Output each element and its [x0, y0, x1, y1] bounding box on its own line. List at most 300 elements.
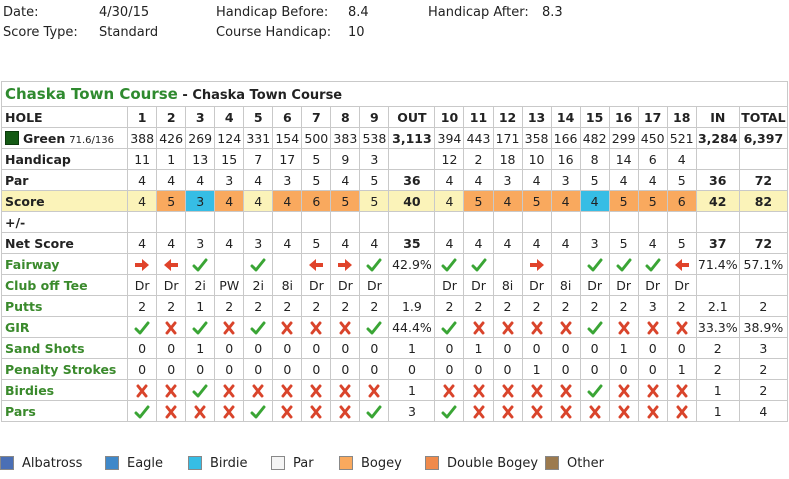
par-cell: 4	[186, 170, 215, 191]
fairway-cell: 57.1%	[739, 254, 787, 275]
right-arrow-icon	[529, 258, 545, 272]
plus-minus-cell	[128, 212, 157, 233]
score-cell: 4	[128, 191, 157, 212]
net-score-cell: 3	[244, 233, 273, 254]
legend-item	[271, 456, 314, 471]
plus-minus-cell	[638, 212, 667, 233]
hole-number: 18	[667, 107, 696, 128]
net-score-cell: 4	[215, 233, 244, 254]
yardage-cell: 171	[493, 128, 522, 149]
yardage-cell: 443	[464, 128, 493, 149]
cell-check	[186, 317, 215, 338]
par-cell: 4	[609, 170, 638, 191]
yardage-cell: 154	[273, 128, 302, 149]
check-icon	[645, 258, 661, 272]
par-cell: 4	[522, 170, 551, 191]
fairway-row	[2, 254, 788, 275]
putts-cell: 2	[580, 296, 609, 317]
check-icon	[192, 384, 208, 398]
putts-cell: 1.9	[389, 296, 435, 317]
cell-x	[522, 401, 551, 422]
cell-x	[609, 380, 638, 401]
hole-number: 11	[464, 107, 493, 128]
par-cell: 3	[215, 170, 244, 191]
score-cell: 5	[157, 191, 186, 212]
row-label: Club off Tee	[2, 275, 128, 296]
par-cell: 3	[551, 170, 580, 191]
row-label: Score	[2, 191, 128, 212]
plus-minus-cell	[609, 212, 638, 233]
yardage-cell: 3,284	[696, 128, 739, 149]
par-cell: 4	[435, 170, 464, 191]
par-cell: 4	[157, 170, 186, 191]
fairway-cell	[273, 254, 302, 275]
row-label: Birdies	[2, 380, 128, 401]
gir-row	[2, 317, 788, 338]
club-cell: 8i	[551, 275, 580, 296]
cell-check	[360, 401, 389, 422]
handicap-after-value: 8.3	[542, 5, 563, 20]
row-label: Pars	[2, 401, 128, 422]
yardage-row	[2, 128, 788, 149]
club-cell	[739, 275, 787, 296]
net-score-cell: 4	[157, 233, 186, 254]
x-icon	[221, 321, 237, 335]
x-icon	[529, 321, 545, 335]
x-icon	[616, 405, 632, 419]
putts-cell: 2	[215, 296, 244, 317]
row-label: GIR	[2, 317, 128, 338]
pars-row	[2, 401, 788, 422]
score-cell: 5	[464, 191, 493, 212]
club-cell: Dr	[302, 275, 331, 296]
row-label: Fairway	[2, 254, 128, 275]
x-icon	[587, 405, 603, 419]
tee-label-cell	[2, 128, 128, 149]
x-icon	[192, 405, 208, 419]
club-cell	[696, 275, 739, 296]
penalty-cell: 0	[389, 359, 435, 380]
plus-minus-cell	[273, 212, 302, 233]
plus-minus-cell	[186, 212, 215, 233]
club-cell: Dr	[360, 275, 389, 296]
tee-color-swatch	[5, 131, 19, 145]
net-score-cell: 5	[609, 233, 638, 254]
hole-number: 12	[493, 107, 522, 128]
putts-cell: 2.1	[696, 296, 739, 317]
yardage-cell: 538	[360, 128, 389, 149]
handicap-cell: 5	[302, 149, 331, 170]
check-icon	[587, 321, 603, 335]
birdies-cell: 1	[696, 380, 739, 401]
x-icon	[471, 384, 487, 398]
club-cell: Dr	[331, 275, 360, 296]
cell-x	[638, 317, 667, 338]
putts-cell: 2	[609, 296, 638, 317]
handicap-cell: 18	[493, 149, 522, 170]
penalty-cell: 0	[638, 359, 667, 380]
course-name: Chaska Town Course	[5, 85, 178, 103]
check-icon	[366, 405, 382, 419]
legend-label: Bogey	[361, 456, 402, 471]
sand-shots-cell: 0	[493, 338, 522, 359]
par-cell: 36	[389, 170, 435, 191]
x-icon	[674, 405, 690, 419]
putts-cell: 2	[522, 296, 551, 317]
net-score-cell: 4	[551, 233, 580, 254]
pars-cell: 4	[739, 401, 787, 422]
x-icon	[471, 321, 487, 335]
score-cell: 4	[580, 191, 609, 212]
putts-cell: 2	[464, 296, 493, 317]
plus-minus-cell	[389, 212, 435, 233]
x-icon	[134, 384, 150, 398]
score-cell: 5	[522, 191, 551, 212]
tee-name: Green	[23, 130, 66, 146]
legend-swatch	[339, 456, 353, 470]
course-subname: Chaska Town Course	[192, 88, 343, 103]
legend-swatch	[0, 456, 14, 470]
cell-x	[493, 401, 522, 422]
cell-check	[609, 254, 638, 275]
plus-minus-cell	[435, 212, 464, 233]
par-cell: 3	[273, 170, 302, 191]
penalty-cell: 0	[215, 359, 244, 380]
score-cell: 6	[667, 191, 696, 212]
yardage-cell: 450	[638, 128, 667, 149]
sand-shots-row	[2, 338, 788, 359]
check-icon	[441, 321, 457, 335]
legend-swatch	[188, 456, 202, 470]
check-icon	[366, 321, 382, 335]
cell-x	[522, 317, 551, 338]
date-value: 4/30/15	[99, 5, 150, 20]
penalty-cell: 0	[360, 359, 389, 380]
x-icon	[250, 384, 266, 398]
check-icon	[250, 321, 266, 335]
birdies-cell: 2	[739, 380, 787, 401]
putts-cell: 2	[551, 296, 580, 317]
hole-number: 9	[360, 107, 389, 128]
handicap-cell: 11	[128, 149, 157, 170]
plus-minus-cell	[522, 212, 551, 233]
cell-x	[609, 317, 638, 338]
row-label: Sand Shots	[2, 338, 128, 359]
legend-label: Albatross	[22, 456, 83, 471]
yardage-cell: 124	[215, 128, 244, 149]
yardage-cell: 331	[244, 128, 273, 149]
x-icon	[441, 384, 457, 398]
sand-shots-cell: 0	[273, 338, 302, 359]
x-icon	[163, 384, 179, 398]
penalty-cell: 1	[667, 359, 696, 380]
cell-x	[215, 401, 244, 422]
putts-cell: 2	[273, 296, 302, 317]
hole-number: TOTAL	[739, 107, 787, 128]
cell-x	[551, 401, 580, 422]
x-icon	[558, 321, 574, 335]
penalty-cell: 0	[580, 359, 609, 380]
cell-x	[493, 380, 522, 401]
club-cell: 2i	[244, 275, 273, 296]
legend-label: Par	[293, 456, 314, 471]
check-icon	[441, 258, 457, 272]
penalty-cell: 2	[696, 359, 739, 380]
x-icon	[163, 321, 179, 335]
hole-number: 5	[244, 107, 273, 128]
club-cell: Dr	[435, 275, 464, 296]
handicap-cell	[696, 149, 739, 170]
x-icon	[529, 384, 545, 398]
handicap-row	[2, 149, 788, 170]
putts-cell: 2	[360, 296, 389, 317]
hole-number: 16	[609, 107, 638, 128]
putts-cell: 1	[186, 296, 215, 317]
net-score-cell: 4	[128, 233, 157, 254]
cell-x	[667, 317, 696, 338]
birdies-cell: 1	[389, 380, 435, 401]
sand-shots-cell: 1	[389, 338, 435, 359]
cell-x	[302, 380, 331, 401]
cell-x	[157, 380, 186, 401]
cell-x	[580, 401, 609, 422]
hole-label: HOLE	[2, 107, 128, 128]
cell-left-arrow	[157, 254, 186, 275]
check-icon	[250, 405, 266, 419]
cell-x	[464, 401, 493, 422]
score-cell: 4	[493, 191, 522, 212]
sand-shots-cell: 3	[739, 338, 787, 359]
sand-shots-cell: 0	[522, 338, 551, 359]
score-cell: 6	[302, 191, 331, 212]
check-icon	[250, 258, 266, 272]
cell-x	[522, 380, 551, 401]
cell-check	[435, 317, 464, 338]
legend-item	[339, 456, 402, 471]
cell-left-arrow	[667, 254, 696, 275]
putts-cell: 2	[302, 296, 331, 317]
cell-x	[435, 380, 464, 401]
score-cell: 42	[696, 191, 739, 212]
putts-cell: 2	[667, 296, 696, 317]
plus-minus-cell	[551, 212, 580, 233]
penalty-cell: 2	[739, 359, 787, 380]
fairway-cell	[215, 254, 244, 275]
sand-shots-cell: 0	[244, 338, 273, 359]
hole-header-row	[2, 107, 788, 128]
cell-x	[638, 401, 667, 422]
putts-cell: 3	[638, 296, 667, 317]
x-icon	[558, 405, 574, 419]
plus-minus-cell	[215, 212, 244, 233]
sand-shots-cell: 0	[360, 338, 389, 359]
fairway-cell: 42.9%	[389, 254, 435, 275]
cell-check	[638, 254, 667, 275]
net-score-cell: 3	[580, 233, 609, 254]
row-label: Handicap	[2, 149, 128, 170]
par-row	[2, 170, 788, 191]
cell-x	[215, 317, 244, 338]
club-cell: Dr	[522, 275, 551, 296]
score-row	[2, 191, 788, 212]
handicap-cell: 7	[244, 149, 273, 170]
cell-x	[215, 380, 244, 401]
cell-check	[128, 401, 157, 422]
par-cell: 4	[244, 170, 273, 191]
plus-minus-cell	[696, 212, 739, 233]
net-score-cell: 37	[696, 233, 739, 254]
x-icon	[558, 384, 574, 398]
x-icon	[337, 321, 353, 335]
x-icon	[645, 321, 661, 335]
cell-x	[331, 380, 360, 401]
x-icon	[500, 405, 516, 419]
cell-x	[638, 380, 667, 401]
cell-x	[128, 380, 157, 401]
plus-minus-cell	[667, 212, 696, 233]
penalty-cell: 0	[273, 359, 302, 380]
hole-number: 2	[157, 107, 186, 128]
sand-shots-cell: 1	[464, 338, 493, 359]
scorecard-table	[1, 81, 788, 422]
x-icon	[308, 384, 324, 398]
x-icon	[500, 384, 516, 398]
handicap-before-label: Handicap Before:	[216, 5, 329, 20]
handicap-cell: 16	[551, 149, 580, 170]
cell-right-arrow	[331, 254, 360, 275]
handicap-cell: 6	[638, 149, 667, 170]
par-cell: 4	[128, 170, 157, 191]
putts-cell: 2	[739, 296, 787, 317]
score-cell: 5	[360, 191, 389, 212]
row-label: Putts	[2, 296, 128, 317]
row-label: Penalty Strokes	[2, 359, 128, 380]
yardage-cell: 3,113	[389, 128, 435, 149]
x-icon	[279, 405, 295, 419]
sand-shots-cell: 0	[215, 338, 244, 359]
putts-cell: 2	[244, 296, 273, 317]
cell-check	[360, 254, 389, 275]
pars-cell: 1	[696, 401, 739, 422]
x-icon	[366, 384, 382, 398]
net-score-cell: 4	[273, 233, 302, 254]
legend-item	[105, 456, 163, 471]
cell-x	[360, 380, 389, 401]
penalty-cell: 0	[435, 359, 464, 380]
cell-x	[302, 317, 331, 338]
x-icon	[279, 384, 295, 398]
hole-number: 4	[215, 107, 244, 128]
sand-shots-cell: 0	[128, 338, 157, 359]
par-cell: 5	[580, 170, 609, 191]
putts-cell: 2	[157, 296, 186, 317]
cell-x	[331, 401, 360, 422]
handicap-cell: 9	[331, 149, 360, 170]
legend-swatch	[271, 456, 285, 470]
net-score-cell: 4	[464, 233, 493, 254]
x-icon	[616, 384, 632, 398]
legend-label: Double Bogey	[447, 456, 539, 471]
cell-check	[244, 401, 273, 422]
cell-check	[464, 254, 493, 275]
par-cell: 5	[302, 170, 331, 191]
par-cell: 5	[667, 170, 696, 191]
par-cell: 5	[360, 170, 389, 191]
handicap-cell: 2	[464, 149, 493, 170]
hole-number: 8	[331, 107, 360, 128]
cell-x	[464, 317, 493, 338]
yardage-cell: 6,397	[739, 128, 787, 149]
pars-cell: 3	[389, 401, 435, 422]
yardage-cell: 166	[551, 128, 580, 149]
handicap-cell: 4	[667, 149, 696, 170]
x-icon	[529, 405, 545, 419]
check-icon	[366, 258, 382, 272]
yardage-cell: 383	[331, 128, 360, 149]
penalty-cell: 0	[464, 359, 493, 380]
plus-minus-cell	[464, 212, 493, 233]
net-score-cell: 72	[739, 233, 787, 254]
fairway-cell: 71.4%	[696, 254, 739, 275]
tee-rating: 71.6/136	[69, 134, 115, 146]
par-cell: 36	[696, 170, 739, 191]
hole-number: 14	[551, 107, 580, 128]
x-icon	[645, 384, 661, 398]
score-type-label: Score Type:	[3, 25, 78, 40]
plus-minus-cell	[493, 212, 522, 233]
net-score-cell: 3	[186, 233, 215, 254]
hole-number: 6	[273, 107, 302, 128]
x-icon	[308, 321, 324, 335]
hole-number: 10	[435, 107, 464, 128]
sand-shots-cell: 0	[331, 338, 360, 359]
check-icon	[192, 321, 208, 335]
gir-cell: 44.4%	[389, 317, 435, 338]
cell-x	[493, 317, 522, 338]
handicap-cell	[389, 149, 435, 170]
check-icon	[192, 258, 208, 272]
score-cell: 40	[389, 191, 435, 212]
net-score-cell: 4	[638, 233, 667, 254]
hole-number: 15	[580, 107, 609, 128]
penalty-cell: 0	[331, 359, 360, 380]
row-label: +/-	[2, 212, 128, 233]
par-cell: 3	[493, 170, 522, 191]
x-icon	[645, 405, 661, 419]
penalty-cell: 0	[551, 359, 580, 380]
putts-cell: 2	[331, 296, 360, 317]
handicap-cell: 13	[186, 149, 215, 170]
cell-left-arrow	[302, 254, 331, 275]
row-label: Par	[2, 170, 128, 191]
legend-swatch	[105, 456, 119, 470]
course-handicap-label: Course Handicap:	[216, 25, 332, 40]
score-cell: 5	[331, 191, 360, 212]
par-cell: 4	[638, 170, 667, 191]
net-score-cell: 4	[360, 233, 389, 254]
club-cell: 8i	[273, 275, 302, 296]
handicap-cell: 14	[609, 149, 638, 170]
net-score-cell: 5	[302, 233, 331, 254]
plus-minus-cell	[360, 212, 389, 233]
check-icon	[587, 384, 603, 398]
score-cell: 4	[215, 191, 244, 212]
net-score-cell: 5	[667, 233, 696, 254]
cell-x	[157, 317, 186, 338]
hole-number: 1	[128, 107, 157, 128]
club-cell: 2i	[186, 275, 215, 296]
check-icon	[134, 405, 150, 419]
